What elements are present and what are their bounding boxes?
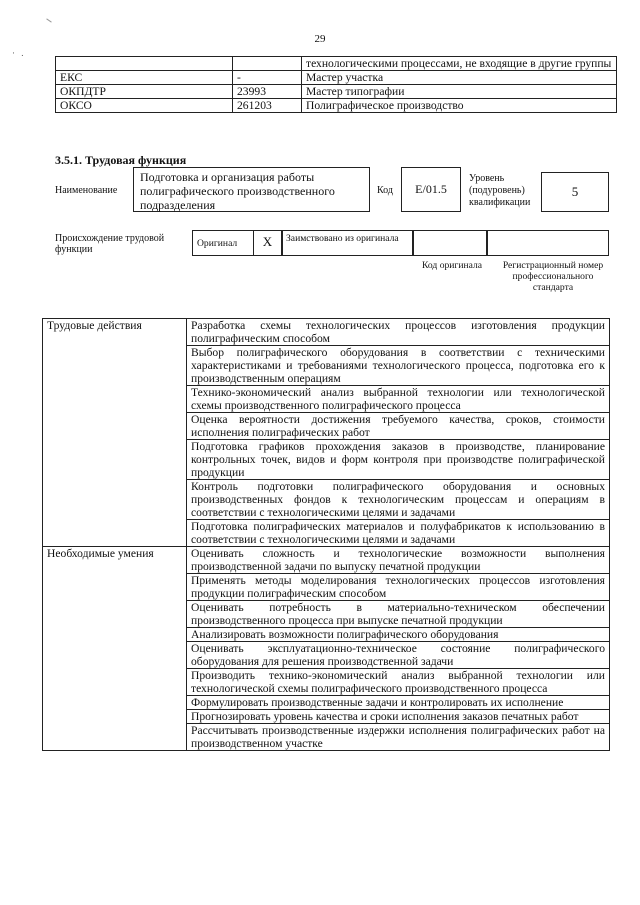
codes-row	[56, 71, 617, 85]
codes-row	[56, 85, 617, 99]
codes-name-cell: ОКПДТР	[56, 85, 233, 99]
skill-item: Применять методы моделирования технологических процессов изготовления продукции полиграфическим способом	[187, 574, 610, 601]
skill-item: Оценивать эксплуатационно-техническое состояние полиграфического оборудования для решения производственной задачи	[187, 642, 610, 669]
codes-table	[55, 56, 617, 113]
section-title: 3.5.1. Трудовая функция	[55, 153, 187, 167]
skill-item: Производить технико-экономический анализ выбранной технологии или технологической схемы полиграфического производственного процесса	[187, 669, 610, 696]
skill-item: Прогнозировать уровень качества и сроки исполнения заказов печатных работ	[187, 710, 610, 724]
original-cell: Оригинал	[192, 230, 254, 256]
labor-action-item: Технико-экономический анализ выбранной технологии или технологической схемы производственного полиграфического процесса	[187, 386, 610, 413]
codes-title-cell: Мастер типографии	[302, 85, 617, 99]
function-name-box: Подготовка и организация работы полиграфического производственного подразделения	[133, 167, 370, 212]
codes-row	[56, 57, 617, 71]
function-details-table	[42, 318, 610, 751]
labor-action-item: Подготовка графиков прохождения заказов в производстве, планирование контрольных точек, видов и форм контроля при производстве полиграфической продукции	[187, 440, 610, 480]
details-row	[43, 547, 610, 574]
labor-action-item: Контроль подготовки полиграфического оборудования и основных производственных фондов к технологическим процессам и операциям в соответствии с технологическими целями и задачами	[187, 480, 610, 520]
scan-mark	[46, 18, 51, 22]
origin-label: Происхождение трудовой функции	[55, 233, 165, 255]
labor-action-item: Оценка вероятности достижения требуемого качества, сроков, стоимости исполнения полиграфических работ	[187, 413, 610, 440]
required-skills-title: Необходимые умения	[43, 547, 187, 751]
labor-action-item: Подготовка полиграфических материалов и полуфабрикатов к использованию в соответствии с технологическими целями и задачами	[187, 520, 610, 547]
labor-actions-title: Трудовые действия	[43, 319, 187, 547]
skill-item: Анализировать возможности полиграфического оборудования	[187, 628, 610, 642]
codes-title-cell: Полиграфическое производство	[302, 99, 617, 113]
code-original-cell	[413, 230, 487, 256]
level-label: Уровень (подуровень) квалификации	[469, 173, 531, 208]
code-original-caption: Код оригинала	[421, 260, 483, 271]
original-mark: X	[254, 230, 282, 256]
codes-title-cell: Мастер участка	[302, 71, 617, 85]
labor-action-item: Выбор полиграфического оборудования в соответствии с техническими характеристиками и требованиями технологического процесса, подготовка его к производственным операциям	[187, 346, 610, 386]
codes-name-cell: ОКСО	[56, 99, 233, 113]
codes-code-cell	[233, 57, 302, 71]
function-code-box: E/01.5	[401, 167, 461, 212]
codes-title-cell: технологическими процессами, не входящие в другие группы	[302, 57, 617, 71]
labor-action-item: Разработка схемы технологических процессов изготовления продукции полиграфическим способом	[187, 319, 610, 346]
skill-item: Оценивать потребность в материально-техническом обеспечении производственного процесса при выпуске печатной продукции	[187, 601, 610, 628]
code-label: Код	[377, 185, 393, 196]
codes-code-cell: 261203	[233, 99, 302, 113]
skill-item: Формулировать производственные задачи и контролировать их исполнение	[187, 696, 610, 710]
name-label: Наименование	[55, 185, 118, 196]
skill-item: Рассчитывать производственные издержки исполнения полиграфических работ на производственном участке	[191, 724, 605, 750]
codes-name-cell	[56, 57, 233, 71]
reg-number-caption: Регистрационный номер профессионального стандарта	[502, 260, 604, 293]
details-row	[43, 319, 610, 346]
codes-name-cell: ЕКС	[56, 71, 233, 85]
reg-number-cell	[487, 230, 609, 256]
codes-code-cell: -	[233, 71, 302, 85]
origin-row	[192, 230, 609, 256]
borrowed-cell: Заимствовано из оригинала	[282, 230, 413, 256]
scan-speck: · .	[12, 48, 26, 58]
page-number: 29	[314, 33, 326, 45]
codes-row	[56, 99, 617, 113]
level-box: 5	[541, 172, 609, 212]
codes-code-cell: 23993	[233, 85, 302, 99]
skill-item: Оценивать сложность и технологические возможности выполнения производственной задачи по выпуску печатной продукции	[187, 547, 610, 574]
